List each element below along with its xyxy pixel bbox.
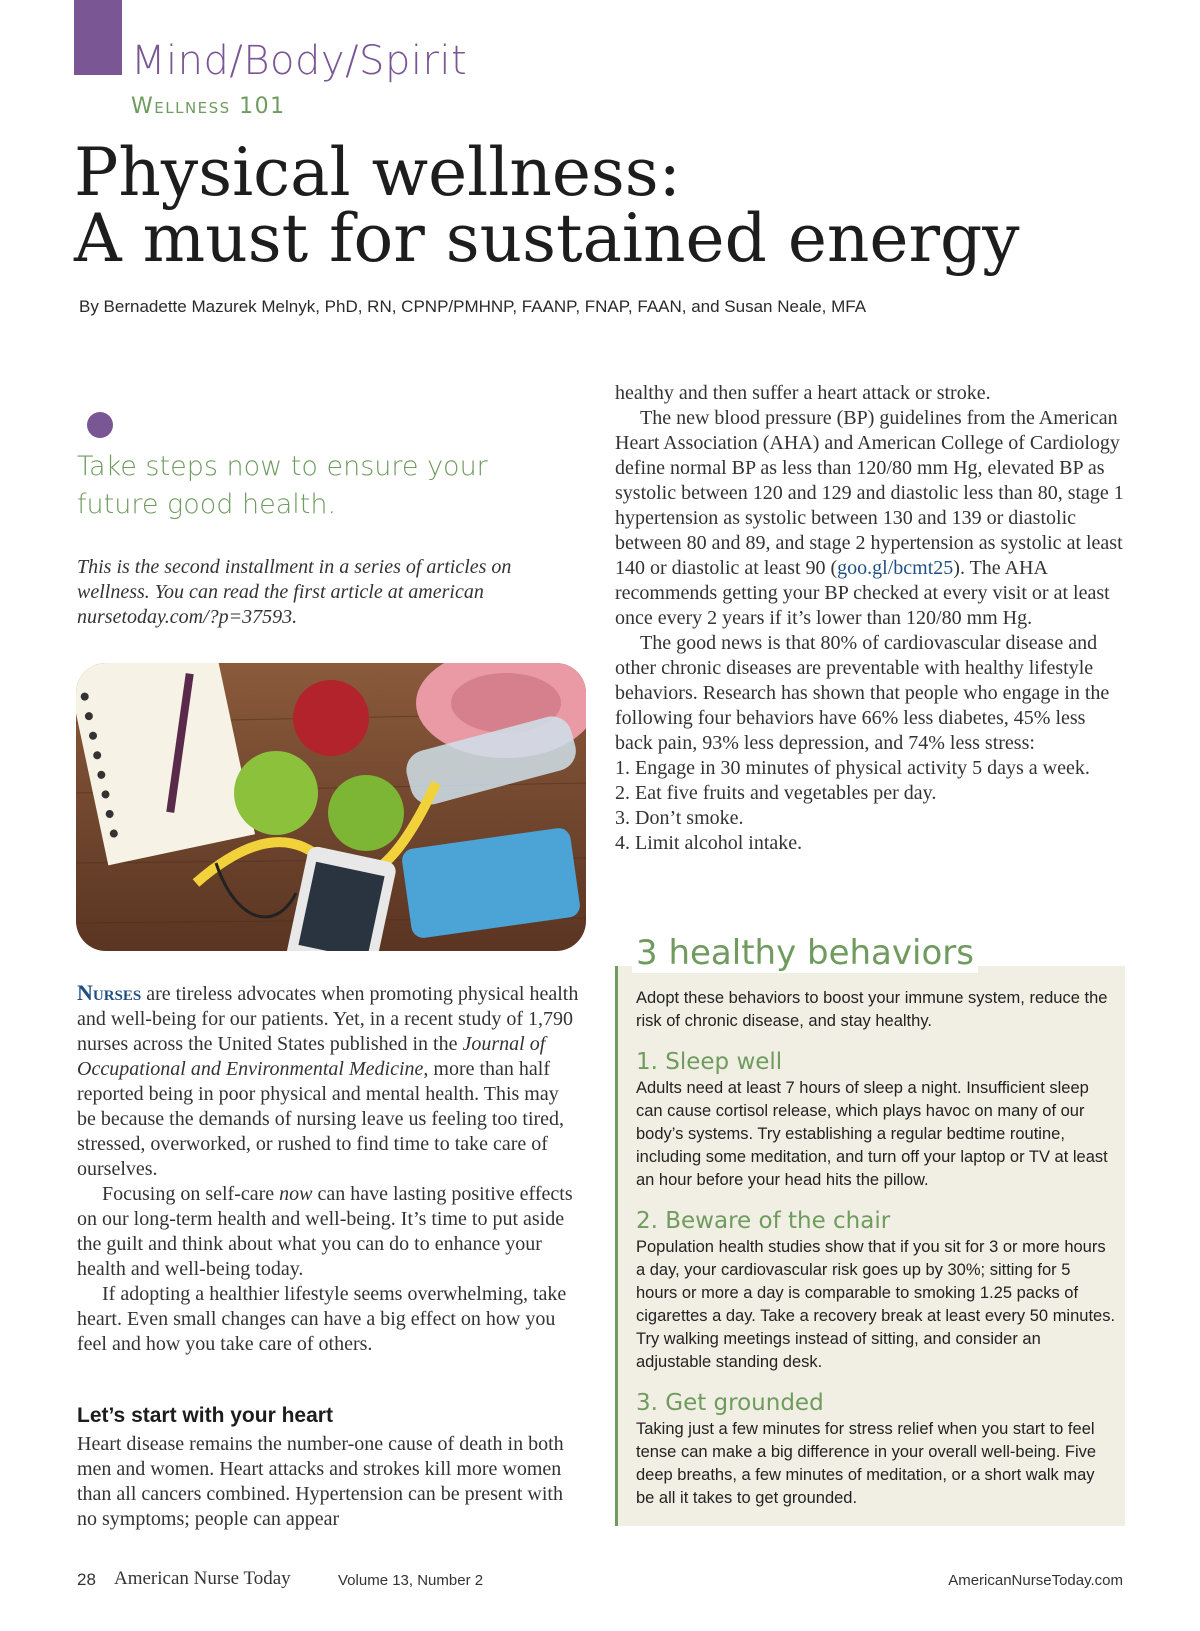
- lead-word: Nurses: [77, 980, 142, 1005]
- sidebar-intro: Adopt these behaviors to boost your immune system, reduce the risk of chronic disease, and stay healthy.: [636, 989, 1108, 1030]
- sidebar-item-title: 3. Get grounded: [636, 1390, 824, 1416]
- wellness-photo: [76, 663, 586, 951]
- volume-info: Volume 13, Number 2: [338, 1572, 484, 1589]
- subsection-label: Wellness 101: [131, 94, 286, 119]
- intro-note: This is the second installment in a series of articles on wellness. You can read the first article at american nursetoday.com/?p=37593.: [77, 556, 512, 628]
- heart-heading: Let’s start with your heart: [77, 1404, 333, 1427]
- section-label: Mind/Body/Spirit: [131, 38, 468, 84]
- c2-paragraph-1: healthy and then suffer a heart attack or stroke.: [615, 382, 991, 404]
- wellness-photo-illustration: [76, 663, 586, 951]
- c2-p2-text-b: ). The AHA recommends getting your BP checked at every visit or at least once every 2 years if it’s lower than 120/80 mm Hg.: [615, 557, 1110, 629]
- sidebar-item-title: 1. Sleep well: [636, 1049, 783, 1075]
- site-url[interactable]: AmericanNurseToday.com: [948, 1572, 1123, 1589]
- p2-text-a: Focusing on self-care: [102, 1183, 280, 1205]
- body-paragraph-2: [77, 1182, 582, 1282]
- p2-text-b: can have lasting positive effects on our long-term health and well-being. It’s time to put aside the guilt and think about what you can do to enhance your health and well-being today.: [77, 1183, 573, 1280]
- sidebar-item-text: Taking just a few minutes for stress relief when you start to feel tense can make a big difference in your overall well-being. Five deep breaths, a few minutes of meditation, or a short walk may be all it takes to get grounded.: [636, 1420, 1097, 1507]
- page-number: 28: [77, 1570, 96, 1589]
- list-item: 1. Engage in 30 minutes of physical activity 5 days a week.: [615, 757, 1090, 779]
- pull-quote: Take steps now to ensure your future good health.: [77, 451, 488, 520]
- guidelines-link[interactable]: goo.gl/bcmt25: [837, 557, 954, 579]
- p2-emphasis: now: [279, 1183, 313, 1205]
- title-line-1: Physical wellness:: [74, 134, 681, 211]
- list-item: 2. Eat five fruits and vegetables per day.: [615, 782, 937, 804]
- c2-p2-text-a: The new blood pressure (BP) guidelines from the American Heart Association (AHA) and American College of Cardiology define normal BP as less than 120/80 mm Hg, elevated BP as systolic between 120 and 129 and diastolic less than 80, stage 1 hypertension as systolic between 130 and 139 or diastolic between 80 and 89, and stage 2 hypertension as systolic at least 140 or diastolic at least 90 (: [615, 407, 1124, 579]
- sidebar-item-title: 2. Beware of the chair: [636, 1208, 891, 1234]
- body-column-1: [77, 980, 582, 1357]
- body-paragraph-4: [77, 1432, 582, 1532]
- behavior-list: [615, 756, 1125, 856]
- sidebar-heading: 3 healthy behaviors: [632, 933, 978, 973]
- p1-text-b: , more than half reported being in poor physical and mental health. This may be because the demands of nursing leave us feeling too tired, stressed, overworked, or rushed to find time to take care of ourselves.: [77, 1058, 565, 1180]
- list-item: 3. Don’t smoke.: [615, 807, 744, 829]
- section-color-bar: [74, 0, 122, 75]
- journal-name: Journal of Occupational and Environmental Medicine: [77, 1033, 546, 1080]
- byline: By Bernadette Mazurek Melnyk, PhD, RN, CPNP/PMHNP, FAANP, FNAP, FAAN, and Susan Neale, MFA: [79, 297, 867, 316]
- p4-text: Heart disease remains the number-one cause of death in both men and women. Heart attacks and strokes kill more women than all cancers combined. Hypertension can be present with no symptoms; people can appear: [77, 1433, 564, 1530]
- list-item: 4. Limit alcohol intake.: [615, 832, 803, 854]
- body-paragraph-1: [77, 980, 582, 1182]
- bullet-dot-icon: [87, 412, 113, 438]
- article-title: [74, 134, 1020, 277]
- sidebar-item-text: Adults need at least 7 hours of sleep a night. Insufficient sleep can cause cortisol release, which plays havoc on many of our body’s systems. Try establishing a regular bedtime routine, including some meditation, and turn off your laptop or TV at least an hour before your head hits the pillow.: [636, 1079, 1108, 1189]
- title-line-2: A must for sustained energy: [74, 200, 1020, 277]
- c2-paragraph-2: [615, 406, 1125, 631]
- body-column-2: [615, 381, 1125, 856]
- body-paragraph-3: If adopting a healthier lifestyle seems overwhelming, take heart. Even small changes can have a big effect on how you feel and how you take care of others.: [77, 1283, 567, 1355]
- c2-paragraph-3: The good news is that 80% of cardiovascular disease and other chronic diseases are preventable with healthy lifestyle behaviors. Research has shown that people who engage in the following four behaviors have 66% less diabetes, 45% less back pain, 93% less depression, and 74% less stress:: [615, 632, 1110, 754]
- sidebar-item-text: Population health studies show that if you sit for 3 or more hours a day, your cardiovascular risk goes up by 30%; sitting for 5 hours or more a day is comparable to smoking 1.25 packs of cigarettes a day. Take a recovery break at least every 50 minutes. Try walking meetings instead of sitting, and consider an adjustable standing desk.: [636, 1238, 1116, 1371]
- magazine-name: American Nurse Today: [114, 1568, 291, 1589]
- sidebar-content: [636, 987, 1116, 1510]
- p1-text-a: are tireless advocates when promoting physical health and well-being for our patients. Yet, in a recent study of 1,790 nurses across the United States published in the: [77, 983, 579, 1055]
